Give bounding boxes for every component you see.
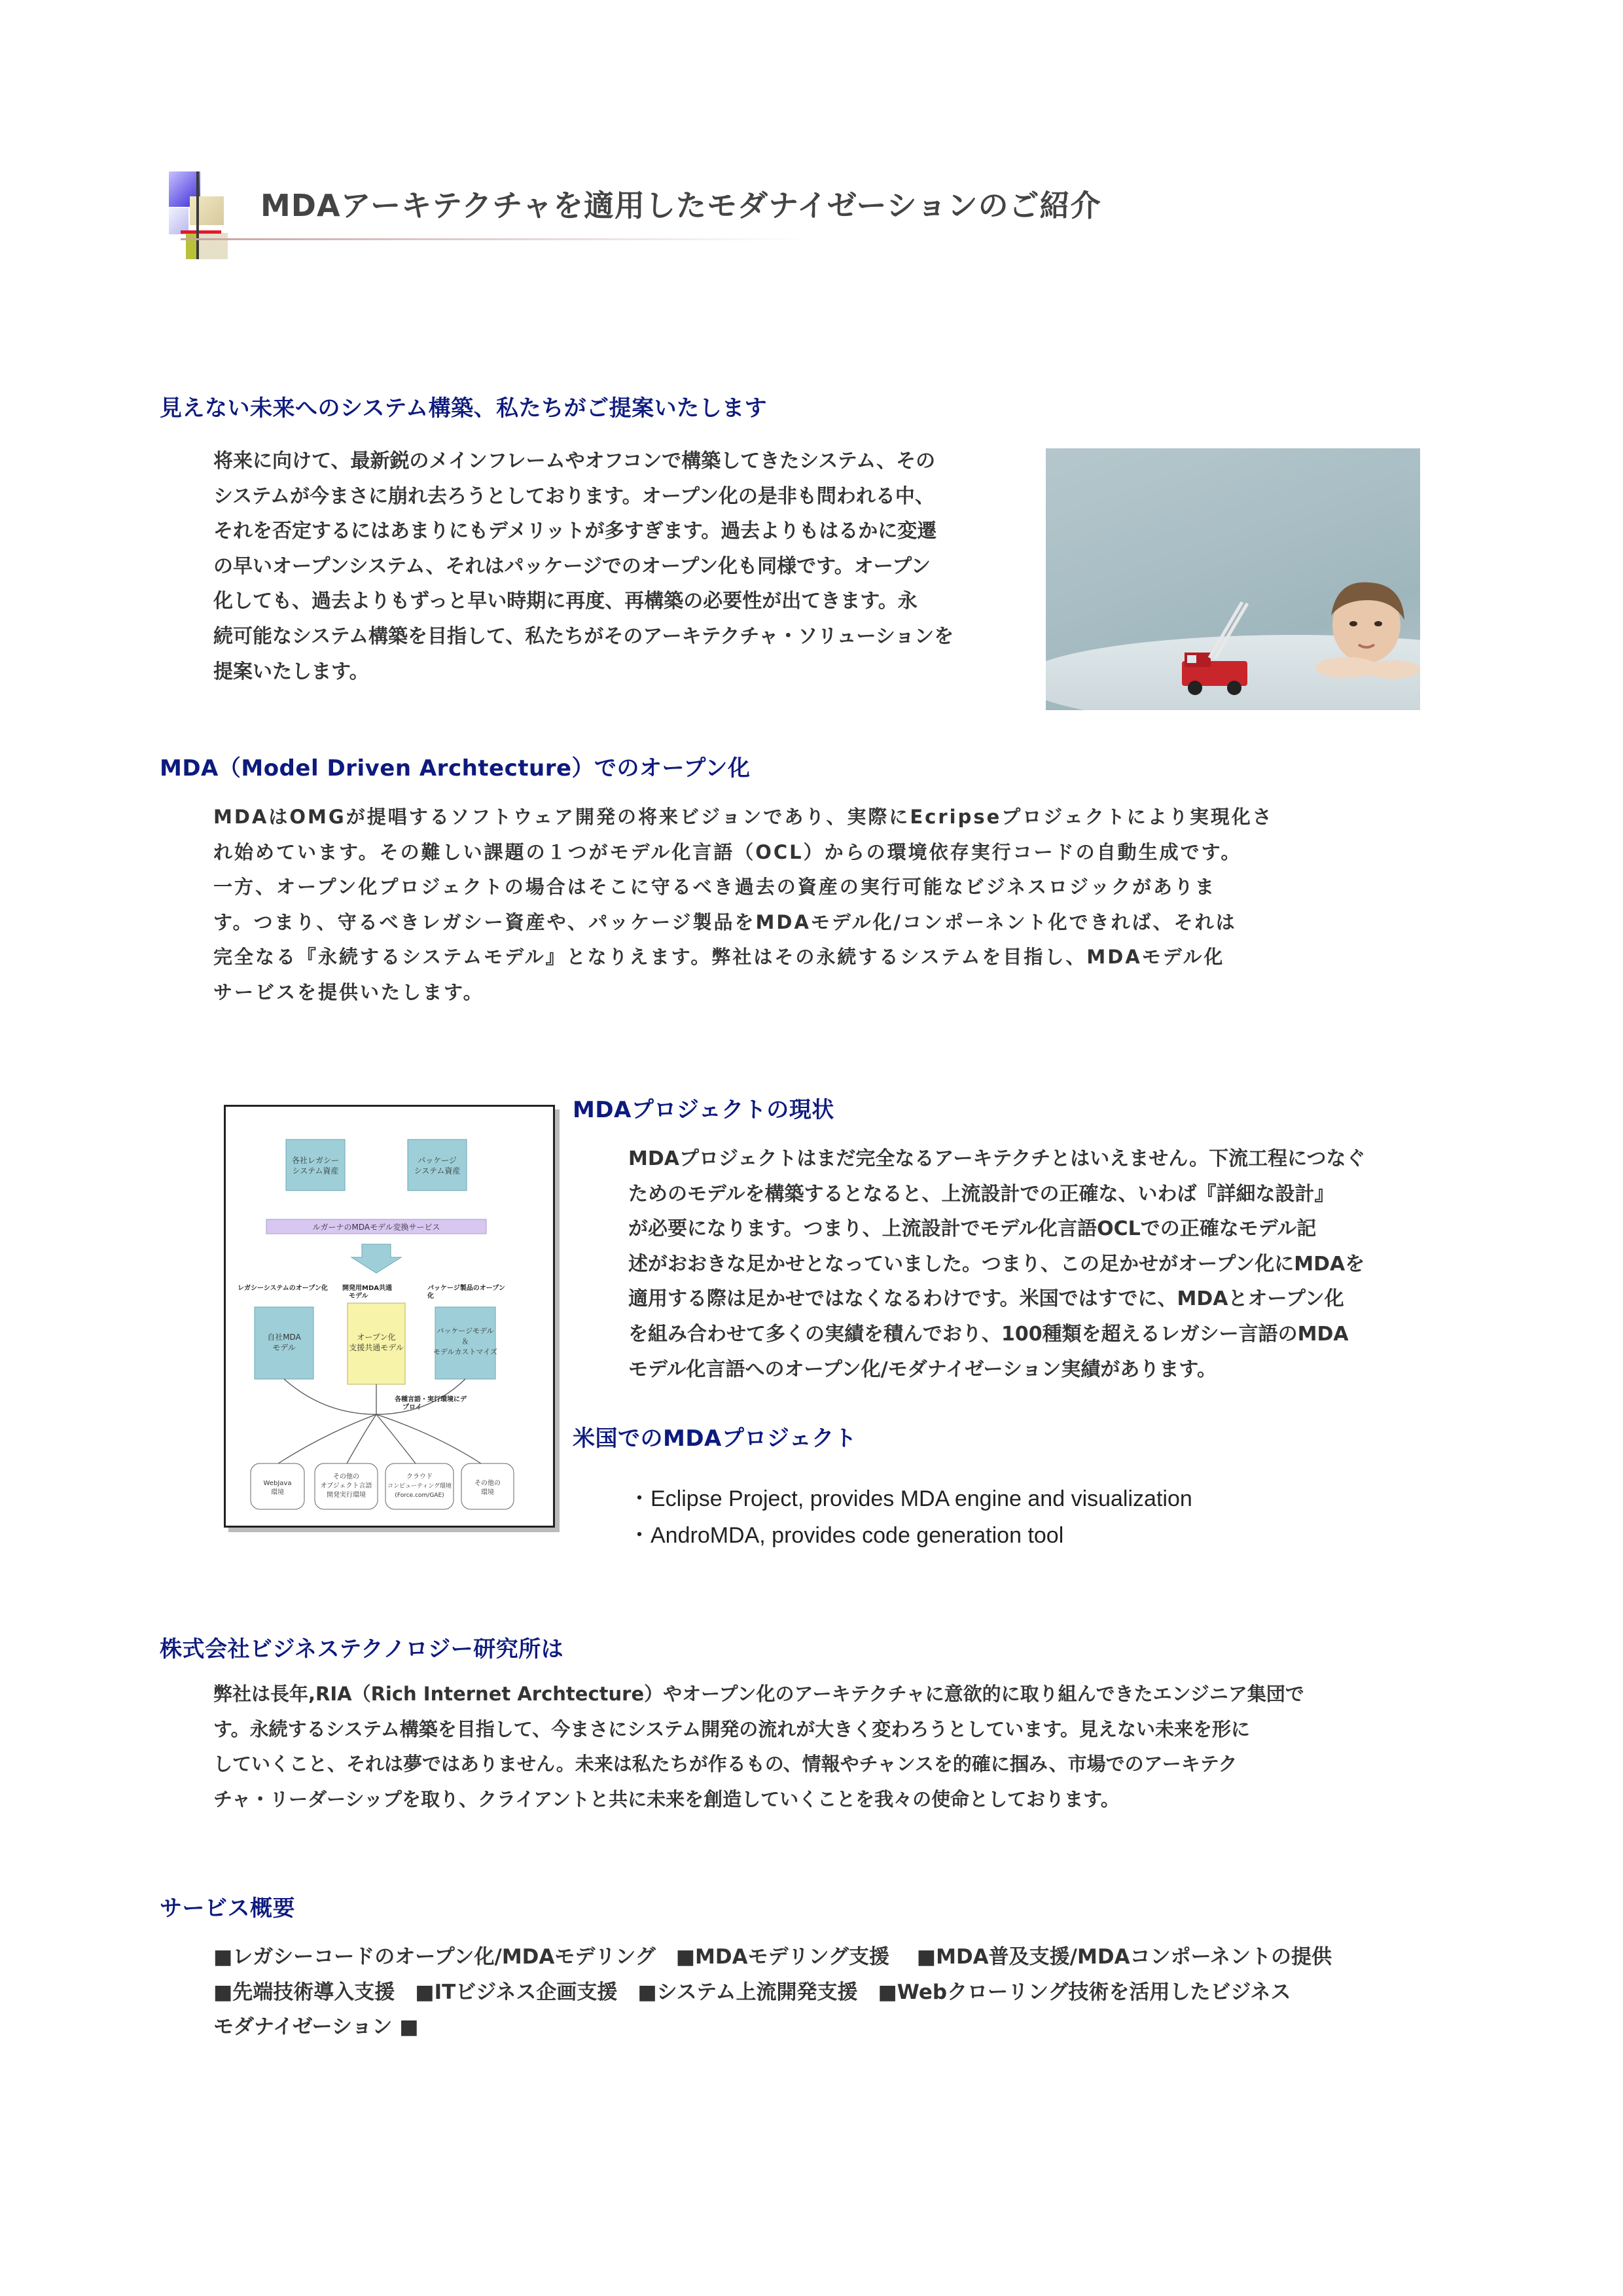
text-line: システムが今まさに崩れ去ろうとしております。オープン化の是非も問われる中、 bbox=[213, 484, 935, 508]
svg-text:支援共通モデル: 支援共通モデル bbox=[349, 1343, 404, 1352]
us-item-eclipse: ・Eclipse Project, provides MDA engine and visualization bbox=[628, 1486, 1192, 1511]
company-heading: 株式会社ビジネステクノロジー研究所は bbox=[160, 1636, 564, 1662]
package-assets-box bbox=[408, 1139, 467, 1191]
text-line: それを否定するにはあまりにもデメリットが多すぎます。過去よりもはるかに変遷 bbox=[213, 520, 937, 543]
svg-text:プロイ: プロイ bbox=[402, 1404, 422, 1411]
text-line: MDAプロジェクトはまだ完全なるアーキテクチとはいえません。下流工程につなぐ bbox=[628, 1147, 1366, 1170]
status-paragraph bbox=[628, 1141, 1365, 1387]
text-line: チャ・リーダーシップを取り、クライアントと共に未来を創造していくことを我々の使命としております。 bbox=[213, 1787, 1120, 1810]
text-line: 提案いたします。 bbox=[213, 660, 369, 683]
svg-text:クラウド: クラウド bbox=[406, 1473, 433, 1480]
us-item-andromda: ・AndroMDA, provides code generation tool bbox=[628, 1523, 1064, 1548]
intro-heading: 見えない未来へのシステム構築、私たちがご提案いたします bbox=[160, 395, 768, 422]
svg-text:環境: 環境 bbox=[481, 1489, 494, 1496]
text-line: 続可能なシステム構築を目指して、私たちがそのアーキテクチャ・ソリューションを bbox=[213, 624, 954, 648]
down-arrow bbox=[351, 1244, 401, 1273]
text-line: 完全なる『永続するシステムモデル』となりえます。弊社はその永続するシステムを目指し、MDAモデル化 bbox=[213, 946, 1225, 969]
intro-paragraph bbox=[213, 444, 954, 689]
svg-text:オープン化: オープン化 bbox=[357, 1333, 396, 1342]
text-line: の早いオープンシステム、それはパッケージでのオープン化も同様です。オープン bbox=[213, 554, 931, 578]
svg-text:パッケージ: パッケージ bbox=[418, 1156, 457, 1165]
svg-text:化: 化 bbox=[427, 1293, 434, 1300]
svg-text:自社MDA: 自社MDA bbox=[267, 1333, 301, 1342]
svg-text:その他の: その他の bbox=[333, 1473, 359, 1480]
svg-text:レガシーシステムのオープン化: レガシーシステムのオープン化 bbox=[238, 1285, 328, 1292]
company-paragraph bbox=[213, 1677, 1304, 1817]
text-line: ためのモデルを構築するとなると、上流設計での正確な、いわば『詳細な設計』 bbox=[628, 1182, 1334, 1206]
text-line: 将来に向けて、最新鋭のメインフレームやオフコンで構築してきたシステム、その bbox=[213, 450, 936, 473]
svg-text:システム資産: システム資産 bbox=[414, 1166, 461, 1175]
status-heading: MDAプロジェクトの現状 bbox=[573, 1097, 834, 1123]
legacy-assets-box bbox=[286, 1139, 345, 1191]
mda-heading: MDA（Model Driven Archtecture）でのオープン化 bbox=[160, 755, 751, 781]
svg-text:WebJava: WebJava bbox=[263, 1480, 292, 1487]
svg-text:環境: 環境 bbox=[271, 1489, 284, 1496]
legacy-assets-label: 各社レガシー bbox=[291, 1156, 340, 1165]
text-line: ■レガシーコードのオープン化/MDAモデリング ■MDAモデリング支援 ■MDA普及支援/MDAコンポーネントの提供 bbox=[213, 1945, 1332, 1969]
svg-text:(Force.com/GAE): (Force.com/GAE) bbox=[395, 1492, 444, 1499]
mda-paragraph bbox=[213, 800, 1274, 1011]
text-line: 述がおおきな足かせとなっていました。つまり、この足かせがオープン化にMDAを bbox=[628, 1252, 1365, 1276]
services-heading: サービス概要 bbox=[160, 1895, 295, 1922]
text-line: モデル化言語へのオープン化/モダナイゼーション実績があります。 bbox=[628, 1357, 1217, 1381]
title-divider bbox=[181, 238, 809, 240]
boy-with-fire-truck-photo bbox=[1046, 448, 1420, 710]
text-line: ■先端技術導入支援 ■ITビジネス企画支援 ■システム上流開発支援 ■Webクローリング技術を活用したビジネス bbox=[213, 1980, 1291, 2004]
deploy-lines bbox=[278, 1379, 481, 1463]
svg-text:ルガーナのMDAモデル変換サービス: ルガーナのMDAモデル変換サービス bbox=[312, 1223, 440, 1232]
svg-text:パッケージ製品のオープン: パッケージ製品のオープン bbox=[427, 1285, 505, 1292]
text-line: を組み合わせて多くの実績を積んでおり、100種類を超えるレガシー言語のMDA bbox=[628, 1322, 1349, 1346]
svg-text:各種言語・実行環境にデ: 各種言語・実行環境にデ bbox=[395, 1396, 467, 1403]
us-heading: 米国でのMDAプロジェクト bbox=[573, 1426, 857, 1452]
text-line: していくこと、それは夢ではありません。未来は私たちが作るもの、情報やチャンスを的確に掴み、市場でのアーキテク bbox=[213, 1753, 1238, 1776]
svg-text:モデルカストマイズ: モデルカストマイズ bbox=[433, 1348, 498, 1356]
services-list bbox=[213, 1940, 1332, 2045]
text-line: モダナイゼーション ■ bbox=[213, 2015, 419, 2039]
svg-text:モデル: モデル bbox=[272, 1343, 296, 1352]
text-line: す。つまり、守るべきレガシー資産や、パッケージ製品をMDAモデル化/コンポーネント化できれば、それは bbox=[213, 910, 1237, 933]
text-line: MDAはOMGが提唱するソフトウェア開発の将来ビジョンであり、実際にEcripseプロジェクトにより実現化さ bbox=[213, 806, 1274, 828]
svg-text:オブジェクト言語: オブジェクト言語 bbox=[320, 1482, 372, 1490]
text-line: 化しても、過去よりもずっと早い時期に再度、再構築の必要性が出てきます。永 bbox=[213, 590, 918, 613]
text-line: 一方、オープン化プロジェクトの場合はそこに守るべき過去の資産の実行可能なビジネスロジックがありま bbox=[213, 876, 1216, 899]
text-line: サービスを提供いたします。 bbox=[213, 980, 484, 1003]
svg-text:システム資産: システム資産 bbox=[292, 1166, 339, 1175]
svg-text:＆: ＆ bbox=[461, 1337, 469, 1346]
svg-text:コンピューティング環境: コンピューティング環境 bbox=[387, 1483, 452, 1490]
text-line: す。永続するシステム構築を目指して、今まさにシステム開発の流れが大きく変わろうとしています。見えない未来を形に bbox=[213, 1717, 1250, 1740]
svg-text:モデル: モデル bbox=[349, 1293, 368, 1300]
text-line: 弊社は長年,RIA（Rich Internet Archtecture）やオープン化のアーキテクチャに意欲的に取り組んできたエンジニア集団で bbox=[213, 1683, 1304, 1705]
text-line: が必要になります。つまり、上流設計でモデル化言語OCLでの正確なモデル記 bbox=[628, 1217, 1317, 1241]
text-line: 適用する際は足かせではなくなるわけです。米国ではすでに、MDAとオープン化 bbox=[628, 1287, 1344, 1311]
page-title: MDAアーキテクチャを適用したモダナイゼーションのご紹介 bbox=[260, 188, 1101, 223]
svg-text:その他の: その他の bbox=[474, 1480, 501, 1487]
svg-text:開発用MDA共通: 開発用MDA共通 bbox=[342, 1285, 392, 1292]
svg-text:パッケージモデル: パッケージモデル bbox=[437, 1327, 494, 1335]
svg-text:開発実行環境: 開発実行環境 bbox=[327, 1492, 366, 1499]
mda-flow-diagram bbox=[224, 1105, 555, 1528]
text-line: れ始めています。その難しい課題の１つがモデル化言語（OCL）からの環境依存実行コードの自動生成です。 bbox=[213, 840, 1242, 863]
